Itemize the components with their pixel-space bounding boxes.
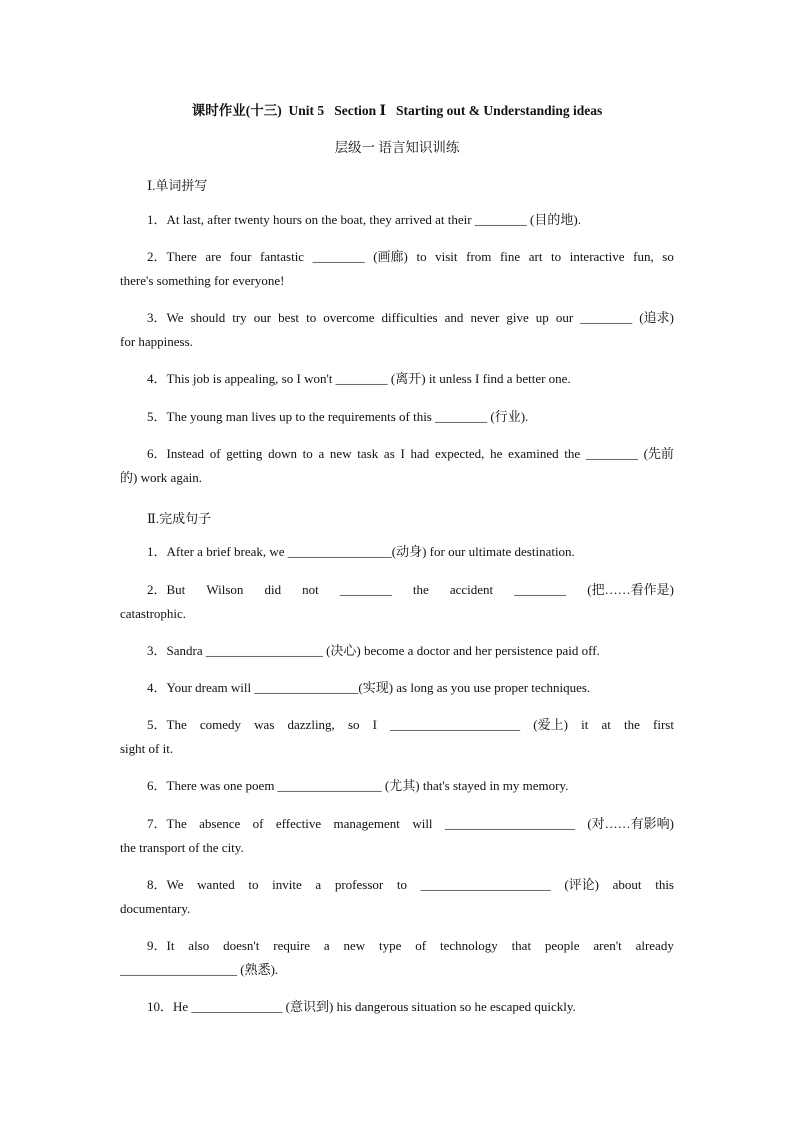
- text-token: professor: [334, 877, 384, 892]
- text-token: four: [229, 249, 252, 264]
- sentence-question-7: 7．The absence of effective management will ____________________ (对……有影响) the transport of the city.: [120, 812, 674, 860]
- sentence-question-6: 6．There was one poem ________________ (尤其) that's stayed in my memory.: [147, 778, 569, 793]
- sentence-question-4: 4．Your dream will ________________(实现) as long as you use proper techniques.: [147, 680, 591, 695]
- text-token: to: [551, 249, 562, 264]
- text-token: new: [329, 446, 352, 461]
- text-token: dazzling,: [287, 717, 335, 732]
- text-token: about: [612, 877, 642, 892]
- text-token: and: [444, 310, 464, 325]
- text-token: 9．It: [147, 938, 175, 953]
- text-token: first: [653, 717, 674, 732]
- section-heading-spelling: Ⅰ.单词拼写: [147, 178, 208, 193]
- text-token: fine: [499, 249, 521, 264]
- text-token: absence: [199, 816, 241, 831]
- text-token: (画廊): [373, 249, 408, 264]
- text-token: of: [415, 938, 427, 953]
- text-token: aren't: [593, 938, 622, 953]
- sentence-question-10: 10．He ______________ (意识到) his dangerous situation so he escaped quickly.: [147, 999, 576, 1014]
- spelling-question-6: 6．Instead of getting down to a new task as I had expected, he examined the ________ (先前 的) work again.: [120, 442, 674, 490]
- text-token: I: [372, 717, 377, 732]
- text-token: are: [205, 249, 222, 264]
- text-token: had: [410, 446, 430, 461]
- spelling-question-1: 1．At last, after twenty hours on the boat, they arrived at their ________ (目的地).: [147, 212, 581, 227]
- text-token: (评论): [564, 877, 599, 892]
- sentence-question-1: 1．After a brief break, we ________________(动身) for our ultimate destination.: [147, 544, 575, 559]
- text-token: our: [555, 310, 574, 325]
- text-token: the: [564, 446, 581, 461]
- page-title: 课时作业(十三) Unit 5 Section Ⅰ Starting out & Understanding ideas: [191, 103, 603, 118]
- text-token: to: [396, 877, 408, 892]
- sentence-question-9: 9．It also doesn't require a new type of technology that people aren't already __________________ (熟悉).: [120, 934, 674, 982]
- text-token: 2．There: [147, 249, 197, 264]
- text-token: new: [343, 938, 366, 953]
- page-subtitle: 层级一 语言知识训练: [334, 140, 460, 155]
- text-token: wanted: [197, 877, 235, 892]
- text-token: comedy: [199, 717, 242, 732]
- text-token: (先前: [643, 446, 674, 461]
- text-token: from: [466, 249, 492, 264]
- text-token: doesn't: [223, 938, 260, 953]
- text-token: to: [306, 310, 317, 325]
- text-token: (把……看作是): [587, 582, 674, 597]
- text-token: should: [190, 310, 226, 325]
- text-token[interactable]: ________: [514, 582, 567, 597]
- text-token: technology: [439, 938, 498, 953]
- text-token: task: [357, 446, 379, 461]
- text-token: a: [318, 446, 325, 461]
- text-token: was: [254, 717, 275, 732]
- text-token: (追求): [639, 310, 674, 325]
- text-token: 8．We: [147, 877, 184, 892]
- text-token: the: [412, 582, 429, 597]
- spelling-question-5: 5．The young man lives up to the requirements of this ________ (行业).: [147, 409, 529, 424]
- text-token: 2．But: [147, 582, 186, 597]
- text-token: of: [252, 816, 264, 831]
- sentence-question-3: 3．Sandra __________________ (决心) become a doctor and her persistence paid off.: [147, 643, 600, 658]
- text-token: (爱上): [533, 717, 568, 732]
- text-token: our: [253, 310, 272, 325]
- text-token: never: [470, 310, 500, 325]
- text-token: I: [400, 446, 405, 461]
- text-token: it: [581, 717, 589, 732]
- text-token: a: [315, 877, 322, 892]
- text-token: also: [188, 938, 210, 953]
- text-token: down: [268, 446, 297, 461]
- text-token: management: [333, 816, 400, 831]
- text-token: type: [379, 938, 402, 953]
- text-token: of: [209, 446, 221, 461]
- text-token[interactable]: ____________________: [390, 717, 521, 732]
- text-token: already: [635, 938, 674, 953]
- text-token: so: [662, 249, 674, 264]
- text-token: give: [506, 310, 529, 325]
- text-token: 6．Instead: [147, 446, 205, 461]
- text-token: a: [323, 938, 330, 953]
- sentence-question-8: 8．We wanted to invite a professor to ____________________ (评论) about this documentary.: [120, 873, 674, 921]
- text-token: as: [383, 446, 395, 461]
- text-token: overcome: [323, 310, 375, 325]
- text-token: invite: [272, 877, 302, 892]
- text-token: fantastic: [260, 249, 305, 264]
- spelling-question-3: 3．We should try our best to overcome difficulties and never give up our ________ (追求) for happiness.: [120, 306, 674, 354]
- text-token: 3．We: [147, 310, 184, 325]
- spelling-question-2: 2．There are four fantastic ________ (画廊) to visit from fine art to interactive fun, so there's something for everyone!: [120, 245, 674, 293]
- section-heading-sentences: Ⅱ.完成句子: [147, 511, 212, 526]
- sentence-question-5: 5．The comedy was dazzling, so I ____________________ (爱上) it at the first sight of it.: [120, 713, 674, 761]
- text-token: try: [232, 310, 247, 325]
- text-token: art: [528, 249, 543, 264]
- text-token: that: [511, 938, 532, 953]
- text-token: to: [416, 249, 427, 264]
- text-token[interactable]: ________: [580, 310, 633, 325]
- text-token: getting: [226, 446, 263, 461]
- text-token: visit: [435, 249, 458, 264]
- text-token: 7．The: [147, 816, 187, 831]
- text-token: will: [412, 816, 433, 831]
- text-token: accident: [449, 582, 494, 597]
- text-token: did: [264, 582, 282, 597]
- sentence-question-2: 2．But Wilson did not ________ the accident ________ (把……看作是) catastrophic.: [120, 578, 674, 626]
- text-token: examined: [508, 446, 559, 461]
- text-token: he: [490, 446, 503, 461]
- text-token: interactive: [569, 249, 625, 264]
- text-token[interactable]: ________: [312, 249, 365, 264]
- text-token: effective: [275, 816, 322, 831]
- text-token: this: [655, 877, 674, 892]
- text-token: require: [273, 938, 311, 953]
- text-token[interactable]: ________: [339, 582, 392, 597]
- text-token: at: [601, 717, 611, 732]
- text-token: Wilson: [206, 582, 244, 597]
- text-token[interactable]: ________: [585, 446, 638, 461]
- text-token: difficulties: [381, 310, 438, 325]
- text-token: (对……有影响): [587, 816, 674, 831]
- text-token: best: [278, 310, 300, 325]
- text-token: so: [347, 717, 360, 732]
- text-token: to: [302, 446, 313, 461]
- text-token[interactable]: ____________________: [444, 816, 575, 831]
- text-token: 5．The: [147, 717, 187, 732]
- text-token: to: [248, 877, 259, 892]
- text-token[interactable]: ____________________: [420, 877, 551, 892]
- text-token: not: [302, 582, 319, 597]
- text-token: people: [544, 938, 580, 953]
- text-token: the: [624, 717, 640, 732]
- spelling-question-4: 4．This job is appealing, so I won't ________ (离开) it unless I find a better one.: [147, 371, 571, 386]
- text-token: up: [535, 310, 549, 325]
- text-token: fun,: [633, 249, 654, 264]
- text-token: expected,: [434, 446, 485, 461]
